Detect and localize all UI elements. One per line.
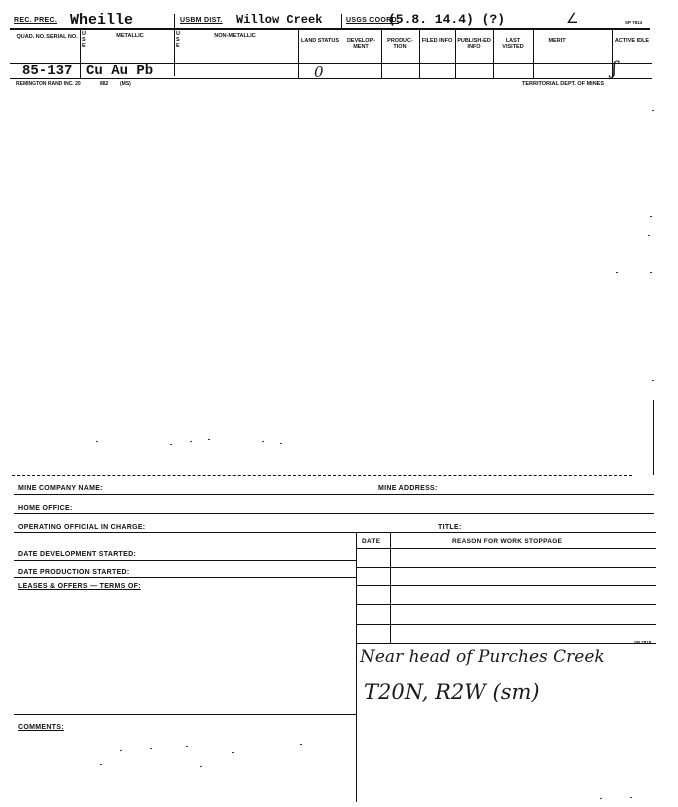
form-number-bottom: SP 7818 bbox=[634, 640, 652, 645]
date-col-header: DATE bbox=[362, 538, 381, 545]
reason-col-header: REASON FOR WORK STOPPAGE bbox=[452, 538, 563, 545]
usbm-dist-label: USBM DIST. bbox=[180, 17, 223, 24]
hand-note-location: Near head of Purches Creek bbox=[360, 647, 605, 667]
scan-speck bbox=[652, 380, 654, 381]
footer-code-a: 882 bbox=[100, 81, 109, 87]
table-row-line-2 bbox=[356, 585, 656, 586]
scan-speck bbox=[186, 746, 188, 747]
scan-speck bbox=[262, 441, 264, 442]
col-non-metallic-flag: U S E bbox=[176, 31, 180, 49]
table-header-line bbox=[356, 548, 656, 549]
home-office-label: HOME OFFICE: bbox=[18, 505, 73, 512]
scan-speck bbox=[200, 766, 202, 767]
date-dev-line bbox=[14, 560, 356, 561]
hand-note-township: T20N, R2W (sm) bbox=[364, 680, 540, 704]
scan-speck bbox=[652, 110, 654, 111]
title-label: TITLE: bbox=[438, 524, 462, 531]
scan-speck bbox=[630, 797, 632, 798]
col-div-c bbox=[381, 30, 382, 78]
footer-agency: TERRITORIAL DEPT. OF MINES bbox=[522, 81, 604, 87]
rec-prec-value: Wheille bbox=[70, 12, 134, 29]
record-quad-serial: 85-137 bbox=[22, 63, 73, 79]
comments-top-line bbox=[14, 714, 356, 715]
date-prod-line bbox=[14, 577, 356, 578]
table-row-line-4 bbox=[356, 624, 656, 625]
usgs-coord-value: (5.8. 14.4) (?) bbox=[388, 12, 506, 27]
scan-speck bbox=[600, 798, 602, 799]
col-land-status: LAND STATUS bbox=[301, 38, 339, 44]
col-last-visited: LAST VISITED bbox=[502, 38, 524, 50]
col-development: DEVELOP-MENT bbox=[346, 38, 376, 50]
mine-company-name-label: MINE COMPANY NAME: bbox=[18, 485, 103, 492]
header-divider-2 bbox=[341, 14, 342, 28]
col-div-a bbox=[80, 30, 81, 78]
scan-speck bbox=[648, 235, 650, 236]
date-prod-started-label: DATE PRODUCTION STARTED: bbox=[18, 569, 130, 576]
scan-speck bbox=[280, 443, 282, 444]
table-row-line-1 bbox=[356, 567, 656, 568]
footer-code-b: (MS) bbox=[120, 81, 131, 87]
col-metallic-flag: U S E bbox=[82, 31, 86, 49]
date-dev-started-label: DATE DEVELOPMENT STARTED: bbox=[18, 551, 137, 558]
col-published-info: PUBLISH-ED INFO bbox=[457, 38, 491, 50]
usgs-coord-label: USGS COORD. bbox=[346, 17, 400, 24]
header-divider-1 bbox=[174, 14, 175, 76]
scan-speck bbox=[650, 216, 652, 217]
separator-line bbox=[12, 475, 632, 476]
scan-speck bbox=[96, 441, 98, 442]
record-active-idle: ʃ bbox=[612, 58, 617, 79]
table-row-line-5 bbox=[356, 643, 656, 644]
scan-speck bbox=[208, 439, 210, 440]
scan-speck bbox=[170, 444, 172, 445]
rec-prec-label: REC. PREC. bbox=[14, 17, 58, 24]
record-metals: Cu Au Pb bbox=[86, 63, 154, 79]
col-div-f bbox=[493, 30, 494, 78]
scan-speck bbox=[650, 272, 652, 273]
operating-official-line bbox=[14, 532, 656, 533]
col-div-g bbox=[533, 30, 534, 78]
col-filed-info: FILED INFO bbox=[421, 38, 453, 44]
scan-speck bbox=[120, 750, 122, 751]
col-production: PRODUC-TION bbox=[387, 38, 413, 50]
footer-manufacturer: REMINGTON RAND INC. 20 bbox=[16, 81, 81, 87]
scan-speck bbox=[100, 764, 102, 765]
col-div-e bbox=[455, 30, 456, 78]
col-div-b bbox=[298, 30, 299, 78]
col-serial-no: SERIAL NO. bbox=[46, 34, 78, 40]
col-non-metallic: NON-METALLIC bbox=[214, 33, 256, 39]
scan-speck bbox=[190, 441, 192, 442]
comments-label: COMMENTS: bbox=[18, 724, 64, 731]
mine-address-label: MINE ADDRESS: bbox=[378, 485, 438, 492]
scan-speck bbox=[616, 272, 618, 273]
right-edge-line bbox=[653, 400, 654, 475]
form-number-top: SP 7814 bbox=[625, 20, 643, 25]
scan-speck bbox=[300, 744, 302, 745]
col-merit: MERIT bbox=[548, 38, 566, 44]
scan-speck bbox=[150, 748, 152, 749]
operating-official-label: OPERATING OFFICIAL IN CHARGE: bbox=[18, 524, 146, 531]
col-metallic: METALLIC bbox=[116, 33, 144, 39]
table-left-border bbox=[356, 532, 357, 802]
usbm-dist-value: Willow Creek bbox=[236, 13, 323, 27]
record-land-status: 0 bbox=[314, 63, 324, 81]
col-div-d bbox=[419, 30, 420, 78]
col-quad-no: QUAD. NO. bbox=[16, 34, 46, 40]
leases-offers-label: LEASES & OFFERS — TERMS OF: bbox=[18, 583, 141, 590]
home-office-line bbox=[14, 513, 654, 514]
check-mark: ∠ bbox=[566, 10, 579, 26]
scan-speck bbox=[232, 752, 234, 753]
col-active-idle: ACTIVE IDLE bbox=[614, 38, 650, 44]
table-row-line-3 bbox=[356, 604, 656, 605]
mine-company-line bbox=[14, 494, 654, 495]
